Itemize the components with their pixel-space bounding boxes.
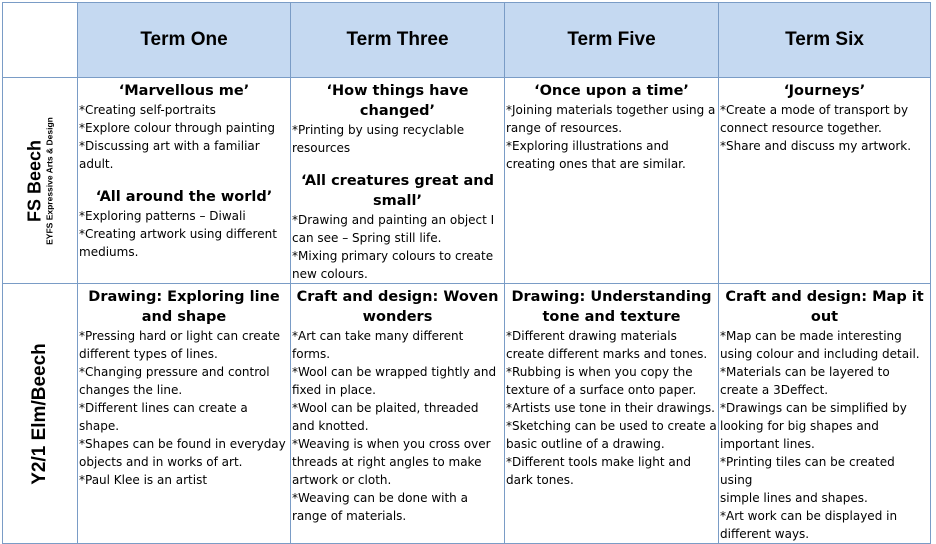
bullet-line: mediums.	[79, 245, 139, 259]
cell-content	[78, 284, 290, 489]
table-cell	[291, 78, 505, 284]
bullet-line: *Exploring patterns – Diwali	[79, 209, 246, 223]
unit-title: Craft and design: Woven wonders	[296, 289, 499, 325]
header-term-six: Term Six	[719, 3, 931, 78]
bullet-line: *Wool can be wrapped tightly and	[292, 365, 497, 379]
unit-title: ‘All creatures great and small’	[301, 173, 494, 209]
bullet-line: *Drawing and painting an object I	[292, 213, 495, 227]
table-row	[3, 284, 931, 544]
bullet-line: threads at right angles to make	[292, 455, 482, 469]
bullet-line: *Pressing hard or light can create	[79, 329, 281, 343]
bullet-line: *Drawings can be simplified by	[720, 401, 907, 415]
bullet-line: important lines.	[720, 437, 815, 451]
bullet-line: *Printing tiles can be created using	[720, 455, 895, 487]
unit-title: ‘All around the world’	[95, 189, 273, 205]
bullet-line: texture of a surface onto paper.	[506, 383, 697, 397]
bullet-line: *Discussing art with a familiar	[79, 139, 260, 153]
header-term-one: Term One	[78, 3, 291, 78]
bullet-line: *Changing pressure and control	[79, 365, 270, 379]
cell-content	[291, 284, 504, 525]
bullet-line: *Different tools make light and	[506, 455, 691, 469]
table-cell	[78, 284, 291, 544]
curriculum-table	[2, 2, 931, 544]
bullet-line: new colours.	[292, 267, 368, 281]
bullet-line: simple lines and shapes.	[720, 491, 868, 505]
header-term-three: Term Three	[291, 3, 505, 78]
bullet-line: *Exploring illustrations and	[506, 139, 669, 153]
bullet-line: range of resources.	[506, 121, 623, 135]
bullet-line: adult.	[79, 157, 114, 171]
bullet-line: different types of lines.	[79, 347, 218, 361]
table-cell	[78, 78, 291, 284]
table-cell	[719, 78, 931, 284]
bullet-line: *Printing by using recyclable	[292, 123, 465, 137]
bullet-line: dark tones.	[506, 473, 574, 487]
bullet-line: can see – Spring still life.	[292, 231, 442, 245]
cell-content	[719, 78, 930, 155]
bullet-line: *Art work can be displayed in	[720, 509, 898, 523]
bullet-line: *Different drawing materials	[506, 329, 677, 343]
bullet-line: *Shapes can be found in everyday	[79, 437, 286, 451]
bullet-line: *Share and discuss my artwork.	[720, 139, 912, 153]
bullet-line: resources	[292, 141, 351, 155]
bullet-line: *Sketching can be used to create a	[506, 419, 717, 433]
bullet-line: forms.	[292, 347, 331, 361]
cell-content	[505, 284, 718, 489]
table-cell	[505, 78, 719, 284]
bullet-line: *Weaving can be done with a	[292, 491, 468, 505]
unit-title: Drawing: Understanding tone and texture	[511, 289, 712, 325]
bullet-line: changes the line.	[79, 383, 183, 397]
row-label: FS Beech	[24, 139, 45, 222]
bullet-line: *Materials can be layered to	[720, 365, 890, 379]
row-header-fs-beech	[3, 78, 78, 284]
table-cell	[505, 284, 719, 544]
bullet-line: *Wool can be plaited, threaded	[292, 401, 479, 415]
table-row	[3, 78, 931, 284]
bullet-line: *Joining materials together using a	[506, 103, 716, 117]
cell-content	[291, 78, 504, 283]
cell-content	[719, 284, 930, 543]
bullet-line: using colour and including detail.	[720, 347, 920, 361]
bullet-line: range of materials.	[292, 509, 407, 523]
bullet-line: *Map can be made interesting	[720, 329, 902, 343]
bullet-line: fixed in place.	[292, 383, 376, 397]
bullet-line: create different marks and tones.	[506, 347, 708, 361]
table-cell	[719, 284, 931, 544]
bullet-line: *Explore colour through painting	[79, 121, 275, 135]
corner-cell	[3, 3, 78, 78]
bullet-line: *Creating self-portraits	[79, 103, 216, 117]
bullet-line: *Rubbing is when you copy the	[506, 365, 693, 379]
bullet-line: and knotted.	[292, 419, 369, 433]
row-header-y2-1	[3, 284, 78, 544]
cell-content	[78, 78, 290, 261]
bullet-line: objects and in works of art.	[79, 455, 243, 469]
bullet-line: connect resource together.	[720, 121, 882, 135]
cell-content	[505, 78, 718, 173]
bullet-line: *Artists use tone in their drawings.	[506, 401, 715, 415]
bullet-line: *Different lines can create a shape.	[79, 401, 248, 433]
bullet-line: artwork or cloth.	[292, 473, 392, 487]
unit-title: ‘Once upon a time’	[534, 83, 689, 99]
row-sublabel: EYFS Expressive Arts & Design	[44, 116, 55, 245]
unit-title: Craft and design: Map it out	[725, 289, 924, 325]
header-term-five: Term Five	[505, 3, 719, 78]
bullet-line: *Create a mode of transport by	[720, 103, 909, 117]
bullet-line: *Paul Klee is an artist	[79, 473, 208, 487]
bullet-line: create a 3Deffect.	[720, 383, 829, 397]
table-cell	[291, 284, 505, 544]
bullet-line: *Weaving is when you cross over	[292, 437, 491, 451]
bullet-line: looking for big shapes and	[720, 419, 879, 433]
unit-title: ‘How things have changed’	[326, 83, 469, 119]
bullet-line: creating ones that are similar.	[506, 157, 686, 171]
bullet-line: different ways.	[720, 527, 810, 541]
unit-title: Drawing: Exploring line and shape	[88, 289, 280, 325]
unit-title: ‘Journeys’	[783, 83, 866, 99]
unit-title: ‘Marvellous me’	[118, 83, 250, 99]
bullet-line: *Creating artwork using different	[79, 227, 277, 241]
row-label: Y2/1 Elm/Beech	[29, 342, 50, 485]
bullet-line: *Mixing primary colours to create	[292, 249, 494, 263]
bullet-line: basic outline of a drawing.	[506, 437, 665, 451]
header-row	[3, 3, 931, 78]
bullet-line: *Art can take many different	[292, 329, 464, 343]
